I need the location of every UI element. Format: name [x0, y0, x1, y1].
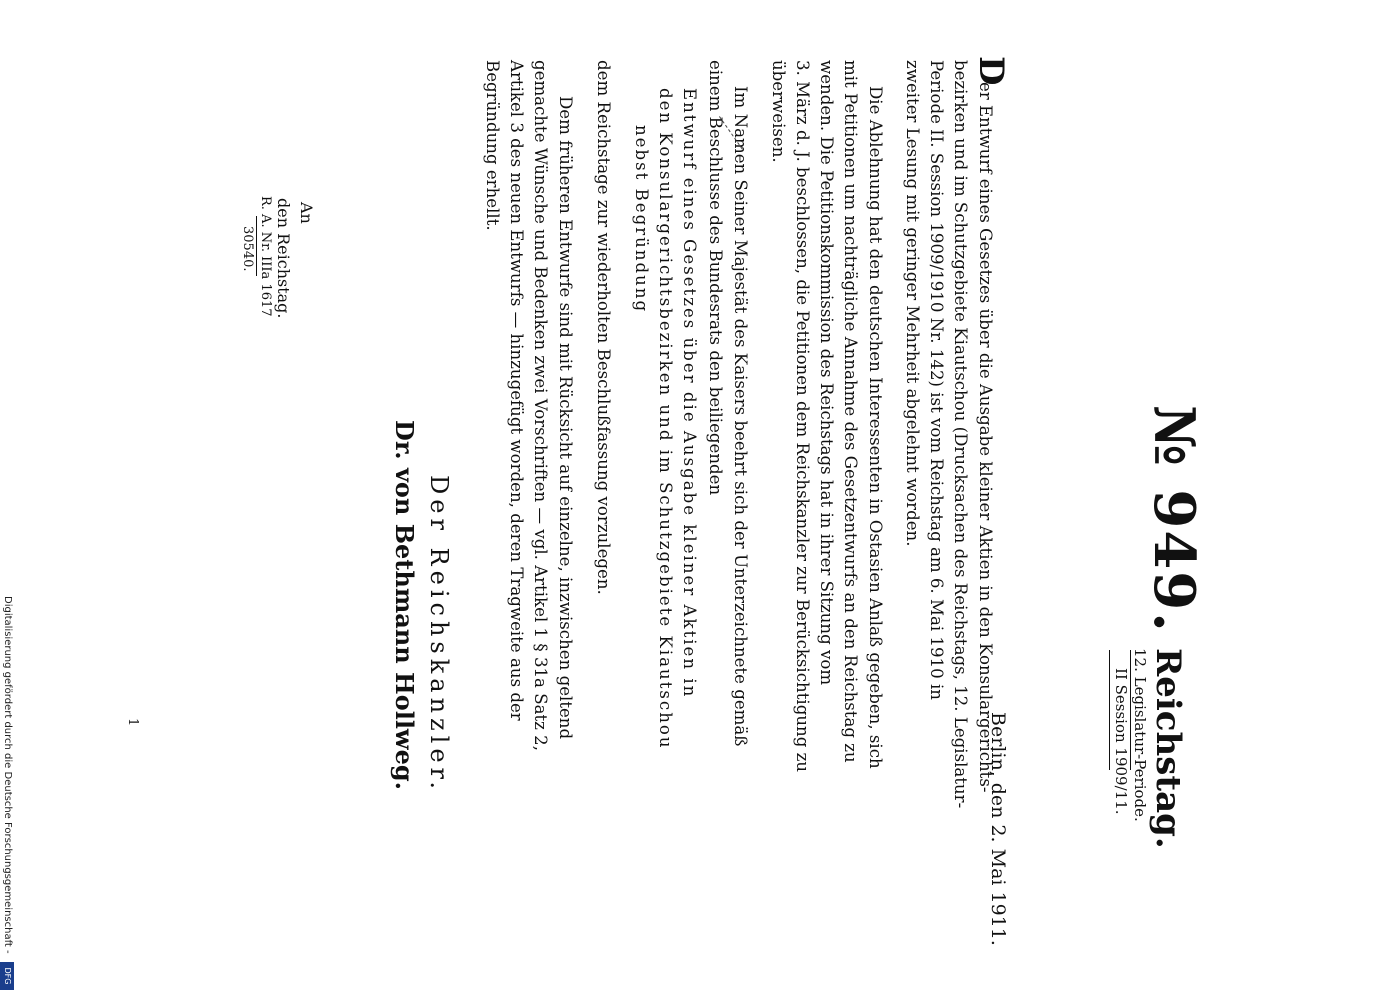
paragraph-line: gemachte Wünsche und Bedenken zwei Vorschriften — vgl. Artikel 1 § 31a Satz 2,	[531, 60, 550, 752]
paragraph-line: Begründung erhellt.	[483, 60, 502, 231]
paragraph-line: Die Ablehnung hat den deutschen Interessenten in Ostasien Anlaß gegeben, sich	[866, 86, 885, 769]
paragraph-line: Dem früheren Entwurfe sind mit Rücksicht auf einzelne, inzwischen geltend	[556, 96, 575, 740]
bill-title-line: den Konsulargerichtsbezirken und im Schutzgebiete Kiautschou	[656, 88, 675, 750]
date-line: Berlin, den 2. Mai 1911.	[987, 712, 1009, 946]
paragraph-line: einem Beschlusse des Bundesrats den beiliegenden	[706, 60, 725, 496]
dfg-logo: DFG	[0, 962, 14, 990]
paragraph-line: mit Petitionen um nachträgliche Annahme des Gesetzentwurfs an den Reichstag zu	[841, 60, 860, 763]
page-number: 1	[125, 718, 140, 727]
paragraph-line: er Entwurf eines Gesetzes über die Ausgabe kleiner Aktien in den Konsulargerichts-	[976, 82, 995, 793]
header-rule-lower	[1109, 650, 1110, 770]
bill-title-line: nebst Begründung	[632, 125, 651, 314]
document-number: № 949.	[1141, 405, 1207, 634]
reference-number: R. A. Nr. IIIa 1617	[258, 196, 273, 317]
reichstag-heading: Reichstag.	[1148, 648, 1188, 849]
bill-title-line: Entwurf eines Gesetzes über die Ausgabe kleiner Aktien in	[680, 88, 699, 699]
paragraph-line: dem Reichstage zur wiederholten Beschlußfassung vorzulegen.	[594, 60, 613, 595]
addressee-reichstag: den Reichstag.	[274, 198, 293, 319]
legislative-period: 12. Legislatur-Periode.	[1131, 648, 1149, 822]
paragraph-line: Im Namen Seiner Majestät des Kaisers beehrt sich der Unterzeichnete gemäß	[731, 86, 750, 747]
signature-name: Dr. von Bethmann Hollweg.	[390, 420, 419, 790]
reference-rule	[256, 216, 257, 276]
paragraph-line: bezirken und im Schutzgebiete Kiautschou (Drucksachen des Reichstags, 12. Legislatur-	[951, 60, 970, 809]
paragraph-line: 3. März d. J. beschlossen, die Petitionen dem Reichskanzler zur Berücksichtigung zu	[793, 60, 812, 773]
reference-number-lower: 30540.	[240, 226, 255, 272]
header-rule	[1130, 650, 1131, 770]
paragraph-line: überweisen.	[769, 60, 788, 163]
paragraph-line: Artikel 3 des neuen Entwurfs — hinzugefügt worden, deren Tragweite aus der	[507, 60, 526, 721]
addressee-an: An	[297, 202, 316, 224]
paragraph-line: zweiter Lesung mit geringer Mehrheit abgelehnt worden.	[903, 60, 922, 547]
signature-title: Der Reichskanzler.	[425, 475, 453, 795]
paragraph-line: Periode II. Session 1909/1910 Nr. 142) ist vom Reichstag am 6. Mai 1910 in	[927, 60, 946, 700]
paragraph-line: wenden. Die Petitionskommission des Reichstags hat in ihrer Sitzung vom	[817, 60, 836, 686]
session-label: II Session 1909/11.	[1112, 668, 1130, 815]
drop-capital: D	[971, 56, 1011, 86]
digitization-credit: Digitalisierung gefördert durch die Deutsche Forschungsgemeinschaft -	[2, 596, 13, 954]
